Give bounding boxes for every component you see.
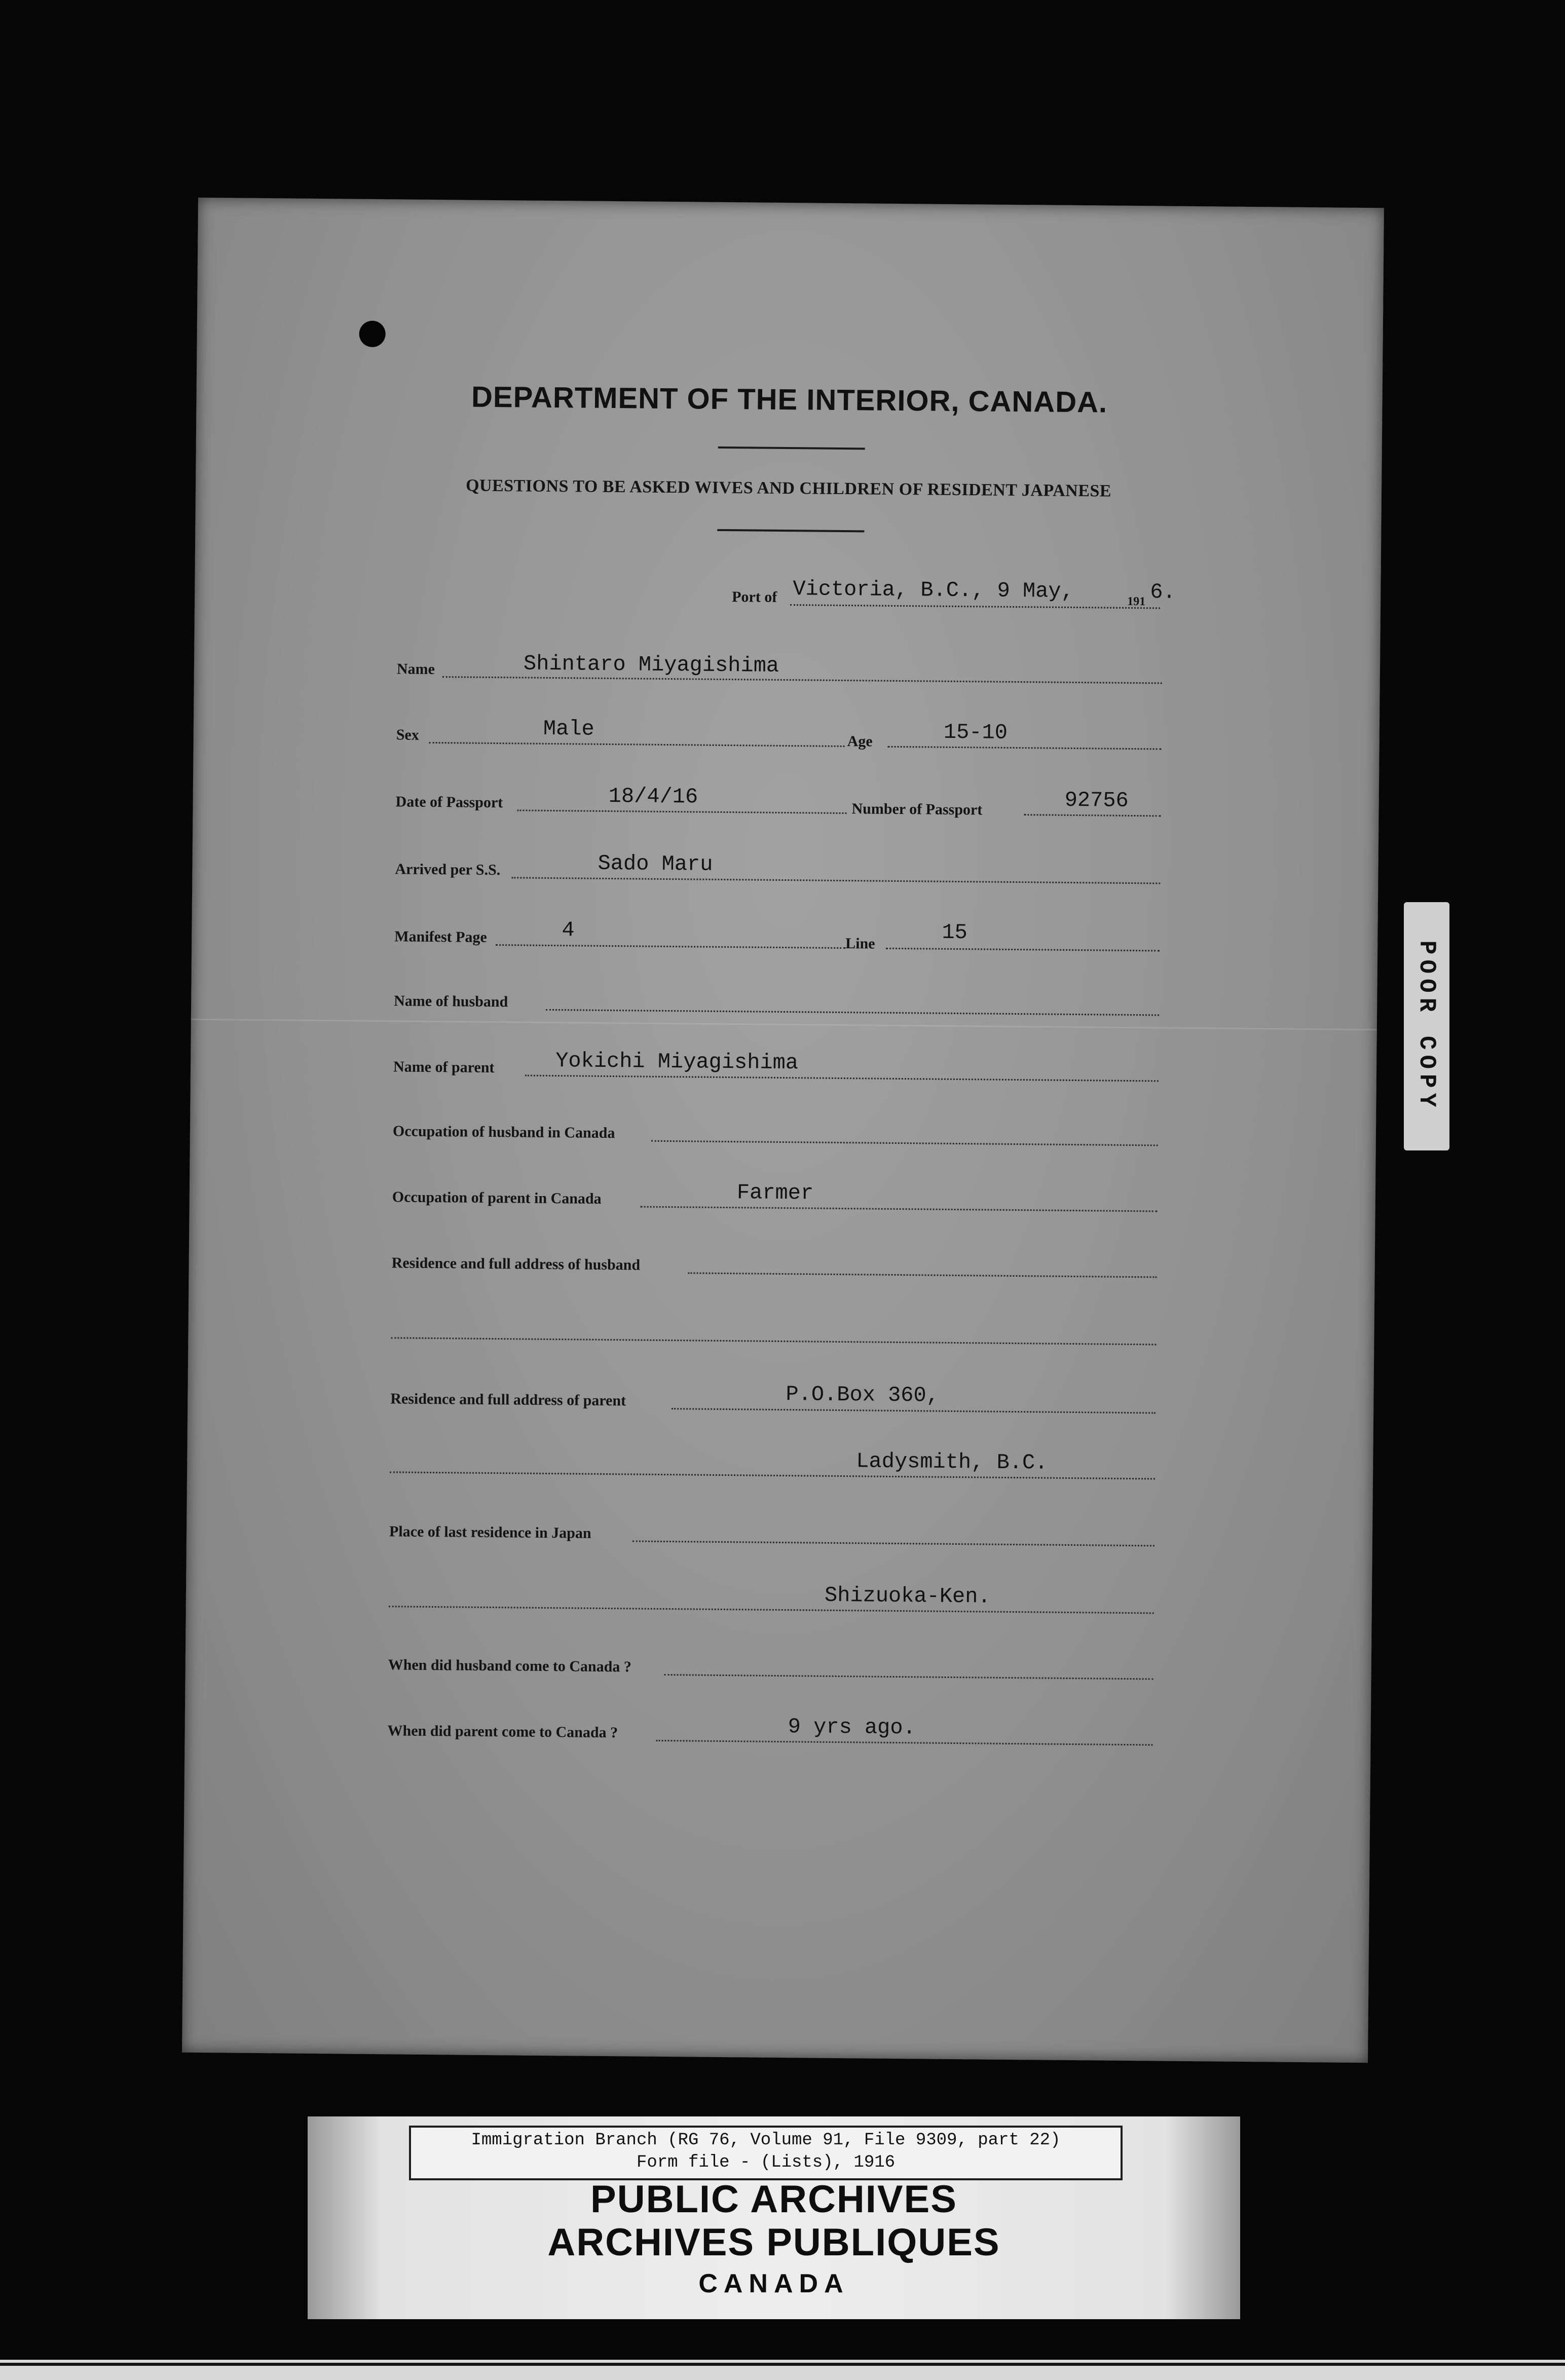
occupation-parent-line <box>641 1206 1158 1212</box>
residence-parent-label: Residence and full address of parent <box>390 1390 626 1409</box>
name-of-husband-label: Name of husband <box>394 992 508 1011</box>
year-prefix: 191 <box>1127 594 1146 609</box>
number-of-passport-label: Number of Passport <box>851 800 983 819</box>
arrived-per-value: Sado Maru <box>598 851 713 877</box>
occupation-parent-label: Occupation of parent in Canada <box>392 1188 602 1207</box>
title-rule <box>718 447 865 450</box>
age-line <box>888 746 1162 750</box>
manifest-page-value: 4 <box>562 918 575 943</box>
name-of-parent-value: Yokichi Miyagishima <box>555 1049 799 1075</box>
form-subtitle: QUESTIONS TO BE ASKED WIVES AND CHILDREN OF RESIDENT JAPANESE <box>465 476 1112 501</box>
name-line <box>442 676 1162 684</box>
public-archives-text: PUBLIC ARCHIVES <box>590 2178 957 2221</box>
archive-label-card <box>308 2116 1240 2319</box>
poor-copy-stamp <box>1404 902 1449 1150</box>
occupation-parent-value: Farmer <box>736 1180 814 1206</box>
name-of-parent-label: Name of parent <box>393 1058 495 1076</box>
residence-parent-value-line2: Ladysmith, B.C. <box>856 1449 1048 1475</box>
last-residence-line <box>632 1540 1154 1546</box>
canada-text: CANADA <box>698 2269 849 2298</box>
sex-line <box>429 742 845 747</box>
name-value: Shintaro Miyagishima <box>523 651 779 678</box>
sex-value: Male <box>543 716 594 741</box>
fold-line <box>191 1019 1377 1030</box>
residence-husband-line <box>688 1272 1157 1278</box>
husband-came-line <box>664 1674 1153 1680</box>
date-of-passport-value: 18/4/16 <box>608 784 698 809</box>
line-label: Line <box>845 935 875 952</box>
date-of-passport-line <box>517 809 846 814</box>
husband-came-label: When did husband come to Canada ? <box>388 1656 632 1676</box>
date-of-passport-label: Date of Passport <box>395 793 503 811</box>
port-label: Port of <box>732 588 777 606</box>
form-title: DEPARTMENT OF THE INTERIOR, CANADA. <box>471 380 1108 419</box>
year-suffix: 6. <box>1150 580 1176 605</box>
line-value: 15 <box>942 920 968 945</box>
residence-husband-line-2 <box>391 1337 1156 1345</box>
punch-hole <box>359 321 385 347</box>
parent-came-label: When did parent come to Canada ? <box>387 1722 618 1741</box>
archive-reference-line2: Form file - (Lists), 1916 <box>636 2153 896 2172</box>
line-line <box>886 948 1160 952</box>
arrived-per-line <box>511 877 1160 884</box>
last-residence-value-line2: Shizuoka-Ken. <box>824 1583 991 1609</box>
manifest-page-line <box>496 944 845 949</box>
subtitle-rule <box>717 529 864 533</box>
name-of-parent-line <box>525 1075 1159 1082</box>
residence-parent-value: P.O.Box 360, <box>786 1382 940 1408</box>
name-label: Name <box>396 660 435 678</box>
parent-came-value: 9 yrs ago. <box>788 1715 916 1740</box>
manifest-page-label: Manifest Page <box>394 928 487 946</box>
form-card <box>182 198 1384 2063</box>
port-value: Victoria, B.C., 9 May, <box>793 577 1074 604</box>
name-of-husband-line <box>546 1009 1159 1016</box>
archives-publiques-text: ARCHIVES PUBLIQUES <box>547 2221 1000 2264</box>
port-line <box>790 604 1160 609</box>
parent-came-line <box>656 1740 1152 1746</box>
archive-reference-line1: Immigration Branch (RG 76, Volume 91, File 9309, part 22) <box>471 2131 1061 2150</box>
poor-copy-text: POOR COPY <box>1413 940 1440 1112</box>
number-of-passport-value: 92756 <box>1064 788 1129 813</box>
age-label: Age <box>847 733 873 750</box>
residence-husband-label: Residence and full address of husband <box>391 1254 641 1274</box>
film-edge-line <box>0 2363 1565 2366</box>
sex-label: Sex <box>396 726 419 743</box>
archive-reference-box <box>409 2126 1123 2180</box>
arrived-per-label: Arrived per S.S. <box>395 861 501 879</box>
occupation-husband-line <box>651 1140 1158 1146</box>
residence-parent-line <box>672 1408 1156 1414</box>
age-value: 15-10 <box>943 720 1008 745</box>
number-of-passport-line <box>1024 814 1161 816</box>
occupation-husband-label: Occupation of husband in Canada <box>392 1123 615 1142</box>
last-residence-line-2 <box>389 1606 1154 1614</box>
last-residence-label: Place of last residence in Japan <box>389 1523 591 1542</box>
